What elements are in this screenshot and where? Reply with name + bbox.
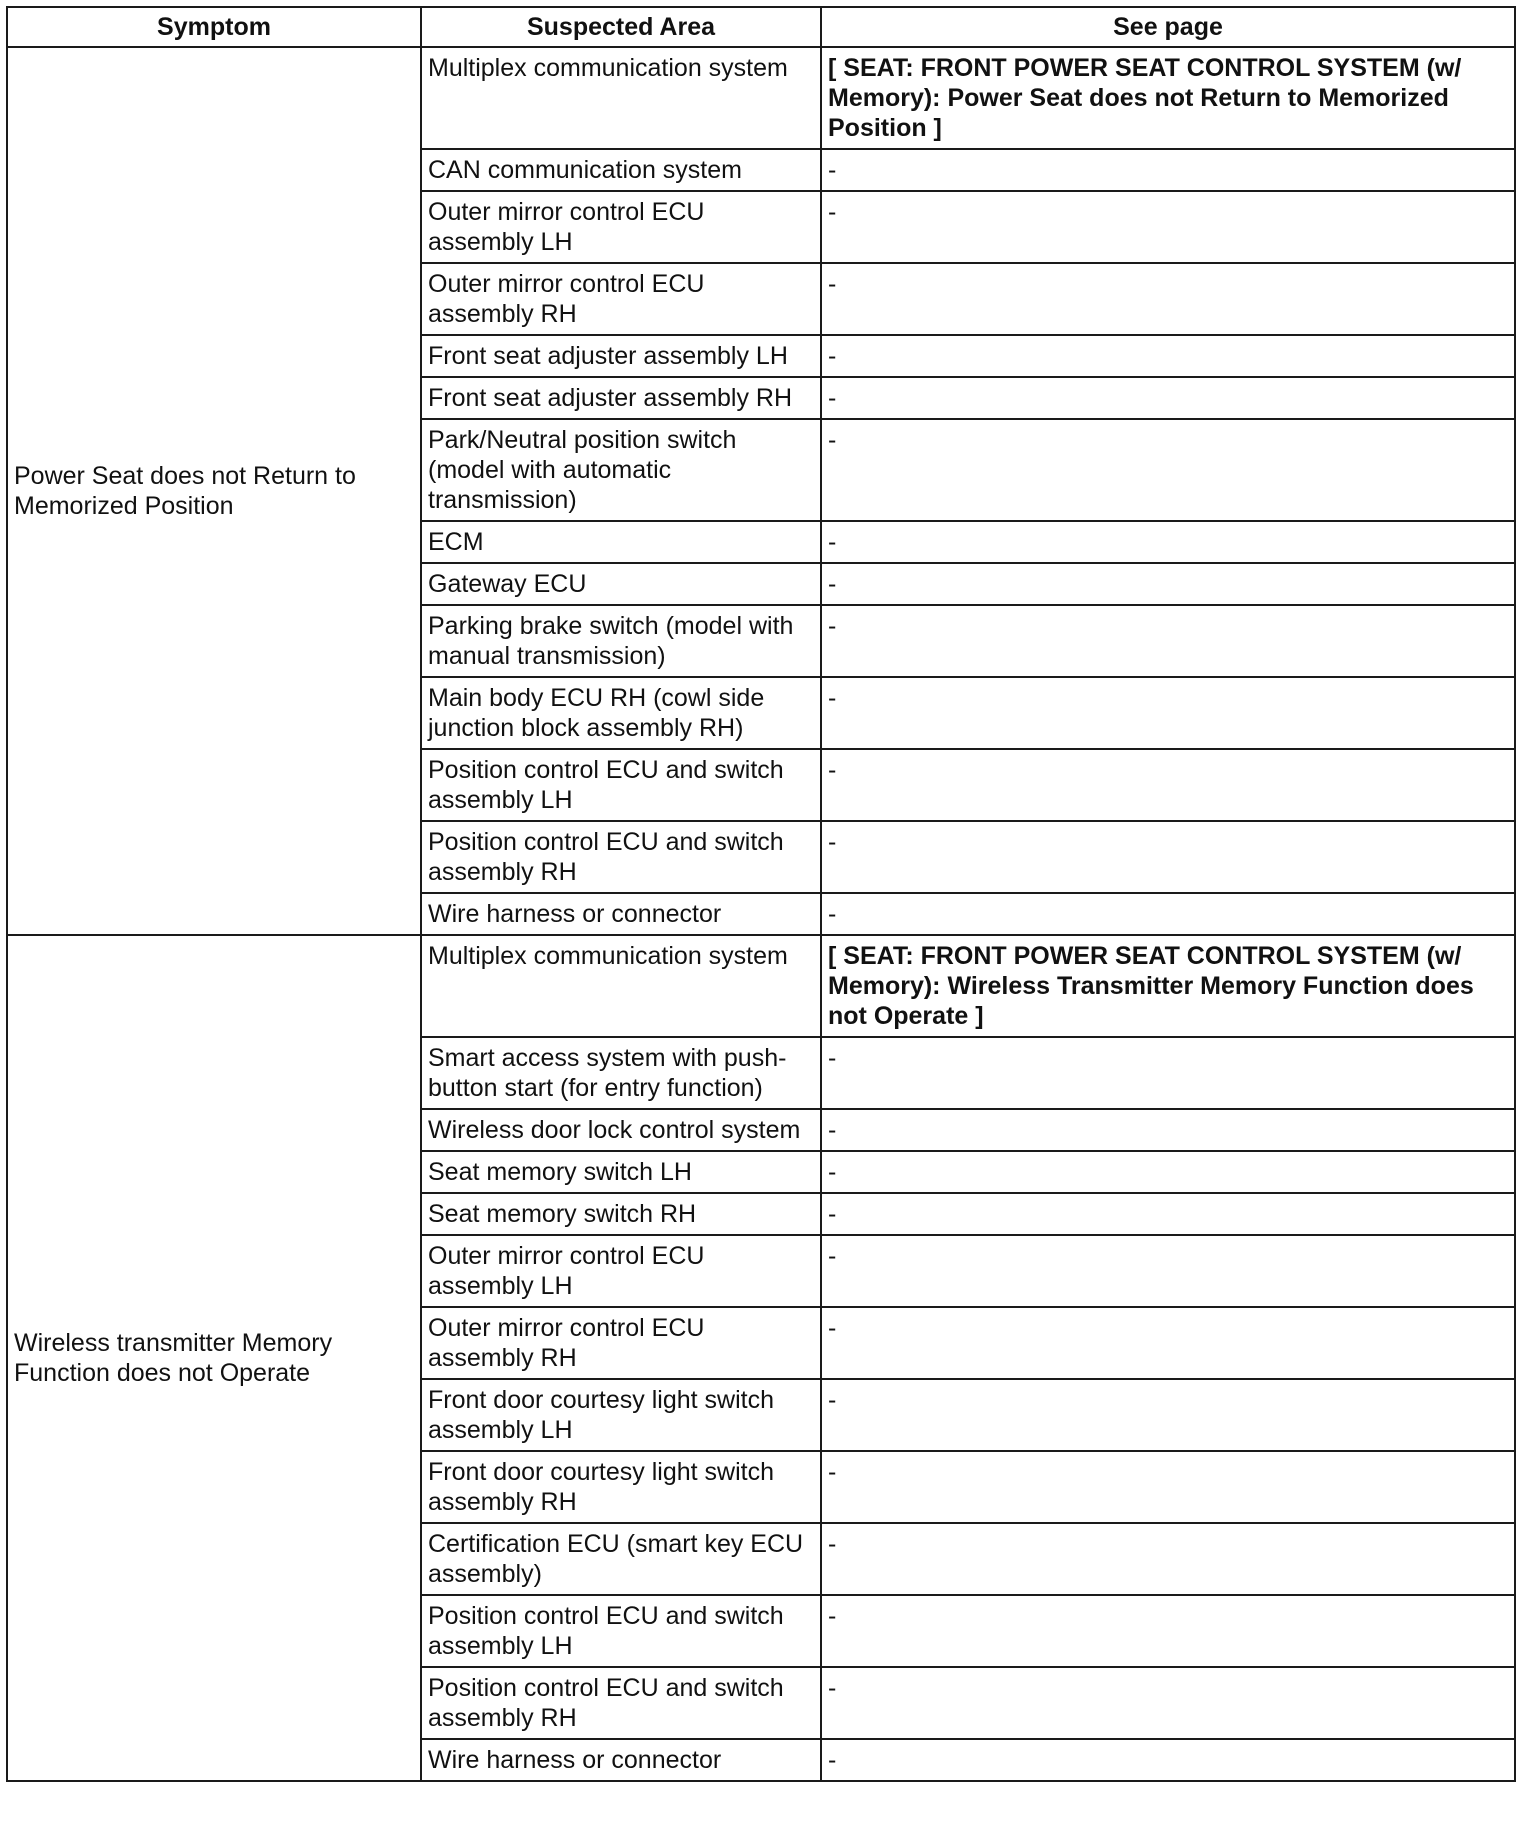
see-page-cell: - xyxy=(821,521,1515,563)
suspected-area-cell: Smart access system with push-button start (for entry function) xyxy=(421,1037,821,1109)
suspected-area-cell: Seat memory switch LH xyxy=(421,1151,821,1193)
suspected-area-cell: Gateway ECU xyxy=(421,563,821,605)
table-body xyxy=(7,47,1515,1781)
see-page-cell: - xyxy=(821,1151,1515,1193)
see-page-cell: - xyxy=(821,677,1515,749)
see-page-cell: - xyxy=(821,1193,1515,1235)
see-page-cell: - xyxy=(821,149,1515,191)
suspected-area-cell: Position control ECU and switch assembly LH xyxy=(421,1595,821,1667)
see-page-cell: - xyxy=(821,749,1515,821)
see-page-cell: - xyxy=(821,1595,1515,1667)
table-row xyxy=(7,935,1515,1037)
see-page-cell: - xyxy=(821,563,1515,605)
suspected-area-cell: Certification ECU (smart key ECU assembly) xyxy=(421,1523,821,1595)
see-page-cell: - xyxy=(821,821,1515,893)
suspected-area-cell: Position control ECU and switch assembly RH xyxy=(421,821,821,893)
suspected-area-cell: Wire harness or connector xyxy=(421,1739,821,1781)
see-page-cell: - xyxy=(821,377,1515,419)
suspected-area-cell: Multiplex communication system xyxy=(421,935,821,1037)
suspected-area-cell: Position control ECU and switch assembly LH xyxy=(421,749,821,821)
see-page-cell: - xyxy=(821,263,1515,335)
see-page-cell: - xyxy=(821,1523,1515,1595)
see-page-cell: - xyxy=(821,893,1515,935)
suspected-area-cell: Outer mirror control ECU assembly RH xyxy=(421,1307,821,1379)
symptom-cell: Wireless transmitter Memory Function does not Operate xyxy=(7,935,421,1781)
suspected-area-cell: Parking brake switch (model with manual transmission) xyxy=(421,605,821,677)
see-page-cell: - xyxy=(821,1451,1515,1523)
suspected-area-cell: Front door courtesy light switch assembly RH xyxy=(421,1451,821,1523)
suspected-area-cell: Position control ECU and switch assembly RH xyxy=(421,1667,821,1739)
see-page-cell: - xyxy=(821,1667,1515,1739)
see-page-cell: - xyxy=(821,1037,1515,1109)
see-page-link[interactable]: [ SEAT: FRONT POWER SEAT CONTROL SYSTEM (w/ Memory): Wireless Transmitter Memory Function does not Operate ] xyxy=(821,935,1515,1037)
suspected-area-cell: Wireless door lock control system xyxy=(421,1109,821,1151)
suspected-area-cell: Front seat adjuster assembly LH xyxy=(421,335,821,377)
see-page-cell: - xyxy=(821,1235,1515,1307)
see-page-cell: - xyxy=(821,605,1515,677)
suspected-area-cell: Multiplex communication system xyxy=(421,47,821,149)
suspected-area-cell: Wire harness or connector xyxy=(421,893,821,935)
header-suspected-area: Suspected Area xyxy=(421,7,821,47)
suspected-area-cell: Main body ECU RH (cowl side junction block assembly RH) xyxy=(421,677,821,749)
diagnosis-table xyxy=(6,6,1516,1782)
see-page-link[interactable]: [ SEAT: FRONT POWER SEAT CONTROL SYSTEM (w/ Memory): Power Seat does not Return to Memorized Position ] xyxy=(821,47,1515,149)
header-see-page: See page xyxy=(821,7,1515,47)
symptom-cell: Power Seat does not Return to Memorized Position xyxy=(7,47,421,935)
see-page-cell: - xyxy=(821,1109,1515,1151)
suspected-area-cell: Outer mirror control ECU assembly LH xyxy=(421,191,821,263)
suspected-area-cell: Front door courtesy light switch assembly LH xyxy=(421,1379,821,1451)
suspected-area-cell: Outer mirror control ECU assembly LH xyxy=(421,1235,821,1307)
see-page-cell: - xyxy=(821,1739,1515,1781)
see-page-cell: - xyxy=(821,335,1515,377)
see-page-cell: - xyxy=(821,1379,1515,1451)
suspected-area-cell: Outer mirror control ECU assembly RH xyxy=(421,263,821,335)
suspected-area-cell: Seat memory switch RH xyxy=(421,1193,821,1235)
table-row xyxy=(7,47,1515,149)
header-symptom: Symptom xyxy=(7,7,421,47)
see-page-cell: - xyxy=(821,419,1515,521)
header-row xyxy=(7,7,1515,47)
suspected-area-cell: Park/Neutral position switch (model with automatic transmission) xyxy=(421,419,821,521)
suspected-area-cell: ECM xyxy=(421,521,821,563)
see-page-cell: - xyxy=(821,1307,1515,1379)
see-page-cell: - xyxy=(821,191,1515,263)
suspected-area-cell: CAN communication system xyxy=(421,149,821,191)
suspected-area-cell: Front seat adjuster assembly RH xyxy=(421,377,821,419)
